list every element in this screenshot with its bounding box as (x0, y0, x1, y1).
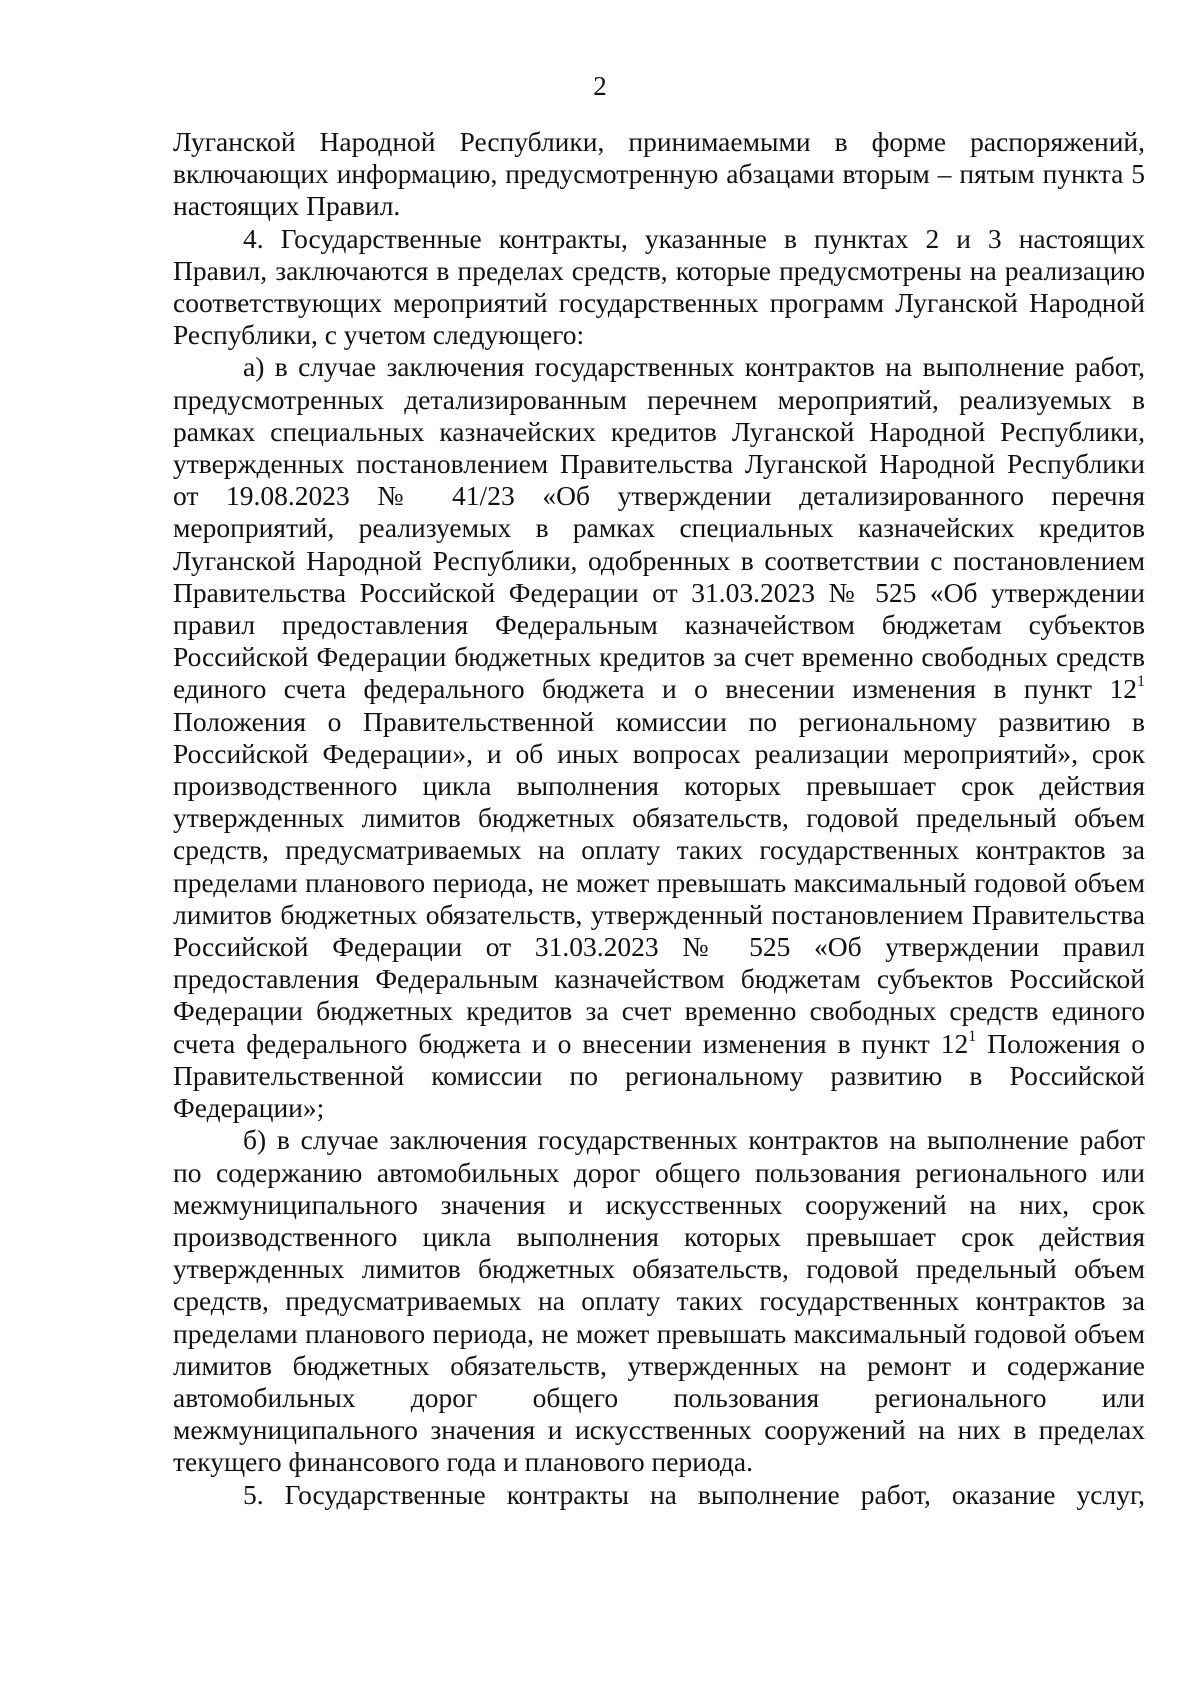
paragraph-text: Положения о Правительственной комиссии по региональному развитию в Российской Федерации»; (173, 1027, 1145, 1124)
paragraph-text: Луганской Народной Республики, принимаемыми в форме распоряжений, включающих информацию, предусмотренную абзацами вторым – пятым пункта 5 настоящих Правил. (173, 126, 1145, 222)
paragraph-4 (173, 1124, 1145, 1478)
paragraph-text: а) в случае заключения государственных контрактов на выполнение работ, предусмотренных детализированным перечнем мероприятий, реализуемых в рамках специальных казначейских кредитов Луганской Народной Республики, утвержденных постановлением Правительства Луганской Народной Республики от 19.08.2023 № 41/23 «Об утверждении детализированного перечня мероприятий, реализуемых в рамках специальных казначейских кредитов Луганской Народной Республики, одобренных в соответствии с постановлением Правительства Российской Федерации от 31.03.2023 № 525 «Об утверждении правил предоставления Федеральным казначейством бюджетам субъектов Российской Федерации бюджетных кредитов за счет временно свободных средств единого счета федерального бюджета и о внесении изменения в пункт 12 (173, 351, 1145, 705)
paragraph-2 (173, 223, 1145, 352)
document-body (173, 126, 1145, 1511)
page-number: 2 (593, 71, 607, 101)
superscript: 1 (1137, 673, 1145, 691)
paragraph-5 (173, 1479, 1145, 1511)
paragraph-text: Положения о Правительственной комиссии по региональному развитию в Российской Федерации», и об иных вопросах реализации мероприятий», срок производственного цикла выполнения которых превышает срок действия утвержденных лимитов бюджетных обязательств, годовой предельный объем средств, предусматриваемых на оплату таких государственных контрактов за пределами планового периода, не может превышать максимальный годовой объем лимитов бюджетных обязательств, утвержденный постановлением Правительства Российской Федерации от 31.03.2023 № 525 «Об утверждении правил предоставления Федеральным казначейством бюджетам субъектов Российской Федерации бюджетных кредитов за счет временно свободных средств единого счета федерального бюджета и о внесении изменения в пункт 12 (173, 705, 1145, 1059)
superscript: 1 (968, 1027, 977, 1045)
paragraph-text: б) в случае заключения государственных контрактов на выполнение работ по содержанию автомобильных дорог общего пользования регионального или межмуниципального значения и искусственных сооружений на них, срок производственного цикла выполнения которых превышает срок действия утвержденных лимитов бюджетных обязательств, годовой предельный объем средств, предусматриваемых на оплату таких государственных контрактов за пределами планового периода, не может превышать максимальный годовой объем лимитов бюджетных обязательств, утвержденных на ремонт и содержание автомобильных дорог общего пользования регионального или межмуниципального значения и искусственных сооружений на них в пределах текущего финансового года и планового периода. (173, 1124, 1145, 1478)
paragraph-3 (173, 351, 1145, 1124)
paragraph-text: 5. Государственные контракты на выполнение работ, оказание услуг, (243, 1478, 1145, 1510)
paragraph-text: 4. Государственные контракты, указанные в пунктах 2 и 3 настоящих Правил, заключаются в пределах средств, которые предусмотрены на реализацию соответствующих мероприятий государственных программ Луганской Народной Республики, с учетом следующего: (173, 222, 1145, 351)
paragraph-1 (173, 126, 1145, 223)
